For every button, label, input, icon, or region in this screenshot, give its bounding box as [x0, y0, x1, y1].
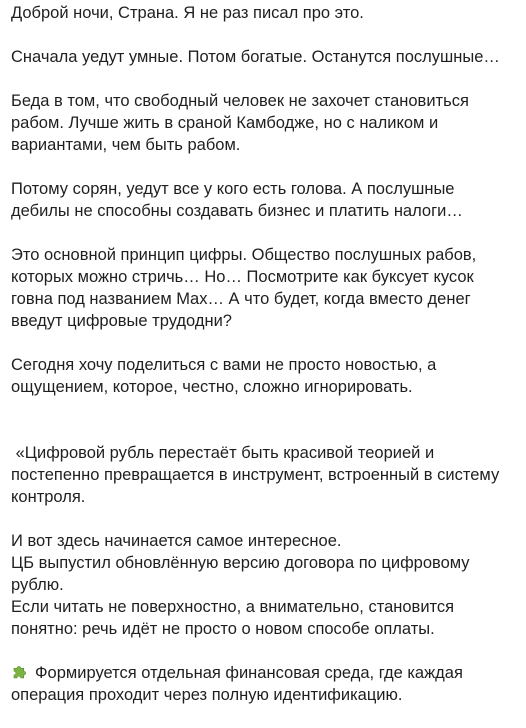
- message-line: И вот здесь начинается самое интересное.: [11, 532, 342, 550]
- message-paragraph-8: [11, 530, 516, 640]
- message-paragraph-1: Доброй ночи, Страна. Я не раз писал про это.: [11, 4, 364, 22]
- message-paragraph-9-text: Формируется отдельная финансовая среда, где каждая операция проходит через полную идентификацию.: [11, 664, 468, 704]
- puzzle-piece-icon: [11, 663, 29, 681]
- message-paragraph-9: [11, 662, 516, 706]
- message-paragraph-6: Сегодня хочу поделиться с вами не просто новостью, а ощущением, которое, честно, сложно игнорировать.: [11, 356, 441, 396]
- message-paragraph-2: Сначала уедут умные. Потом богатые. Останутся послушные…: [11, 48, 500, 66]
- message-quote-paragraph: «Цифровой рубль перестаёт быть красивой теорией и постепенно превращается в инструмент, встроенный в систему контроля.: [11, 444, 504, 506]
- message-line: ЦБ выпустил обновлённую версию договора по цифровому рублю.: [11, 554, 470, 594]
- message-line: Если читать не поверхностно, а внимательно, становится понятно: речь идёт не просто о новом способе оплаты.: [11, 598, 455, 638]
- message-paragraph-5: Это основной принцип цифры. Общество послушных рабов, которых можно стричь… Но… Посмотрите как буксует кусок говна под названием Max… А что будет, когда вместо денег введут цифровые трудодни?: [11, 246, 481, 330]
- message-paragraph-3: Беда в том, что свободный человек не захочет становиться рабом. Лучше жить в сраной Камбодже, но с наликом и вариантами, чем быть рабом.: [11, 92, 474, 154]
- message-body: [11, 2, 516, 728]
- message-paragraph-4: Потому сорян, уедут все у кого есть голова. А послушные дебилы не способны создавать бизнес и платить налоги…: [11, 180, 463, 220]
